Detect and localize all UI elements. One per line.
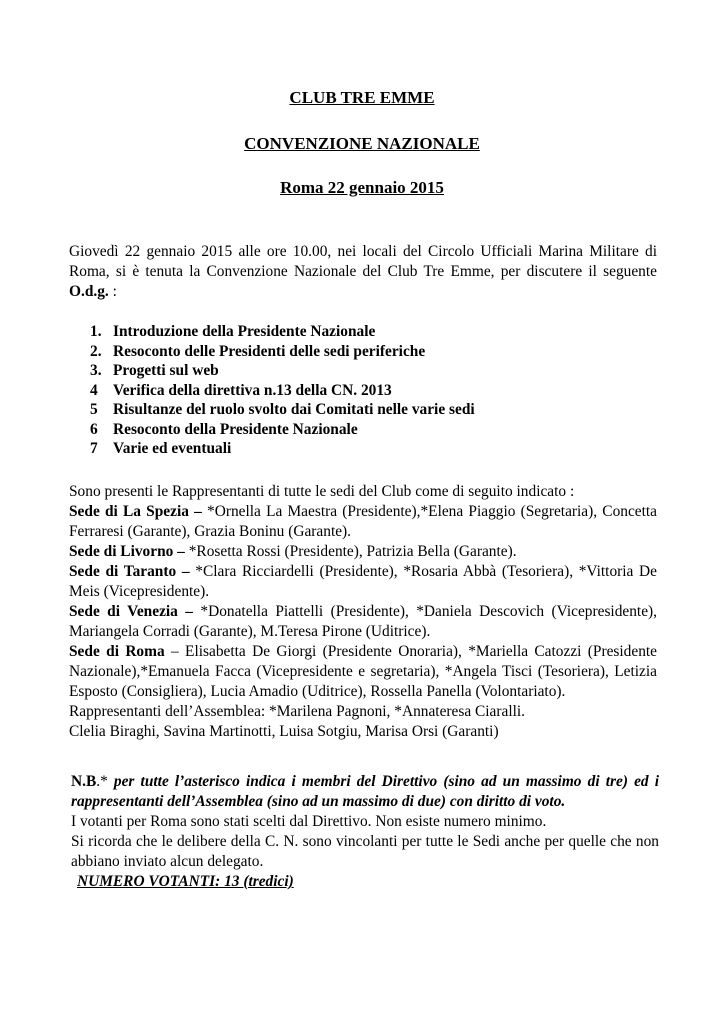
- agenda-item: [90, 342, 650, 362]
- sede-paragraph: [69, 602, 657, 642]
- agenda-item-text: Risultanze del ruolo svolto dai Comitati nelle varie sedi: [113, 401, 475, 418]
- agenda-item: [90, 361, 650, 381]
- agenda-item: [90, 420, 650, 440]
- agenda-item-number: 4: [90, 381, 98, 399]
- agenda-item-text: Verifica della direttiva n.13 della CN. 2013: [113, 381, 392, 399]
- agenda-item: [90, 322, 650, 342]
- sede-name: Sede di Roma: [69, 643, 165, 660]
- assemblea-line: Rappresentanti dell’Assemblea: *Marilena Pagnoni, *Annateresa Ciaralli.: [69, 703, 526, 720]
- org-title: CLUB TRE EMME: [289, 88, 435, 107]
- sede-members: *Rosetta Rossi (Presidente), Patrizia Bella (Garante).: [188, 543, 517, 560]
- agenda-item-number: 3.: [90, 362, 102, 379]
- agenda-item-text: Progetti sul web: [113, 362, 219, 379]
- sede-members: – Elisabetta De Giorgi (Presidente Onoraria), *Mariella Catozzi (Presidente Nazionale),*Emanuela Facca (Vicepresidente e segretaria), *Angela Tisci (Tesoriera), Letizia Esposto (Consigliera), Lucia Amadio (Uditrice), Rossella Panella (Volontariato).: [69, 643, 658, 700]
- sede-paragraph: [69, 562, 657, 602]
- intro-text: Giovedì 22 gennaio 2015 alle ore 10.00, nei locali del Circolo Ufficiali Marina Militare di Roma, si è tenuta la Convenzione Nazionale del Club Tre Emme, per discutere il seguente: [69, 243, 657, 280]
- vincolanti-paragraph: Si ricorda che le delibere della C. N. sono vincolanti per tutte le Sedi anche per quelle che non abbiano inviato alcun delegato.: [71, 833, 659, 870]
- sede-name: Sede di Taranto –: [69, 563, 190, 580]
- agenda-item-number: 1.: [90, 323, 102, 340]
- note-paragraph: [71, 772, 659, 812]
- nb-label: N.B: [71, 773, 97, 790]
- sede-paragraph: [69, 502, 657, 542]
- place-date-title: Roma 22 gennaio 2015: [280, 178, 444, 197]
- sedi-list: [69, 502, 657, 702]
- agenda-item-text: Resoconto della Presidente Nazionale: [113, 420, 358, 438]
- agenda-item-number: 7: [90, 440, 98, 457]
- agenda-item: [90, 381, 650, 401]
- intro-paragraph: [69, 242, 657, 302]
- agenda-item-number: 2.: [90, 342, 102, 360]
- sede-paragraph: [69, 542, 657, 562]
- event-title: CONVENZIONE NAZIONALE: [244, 134, 480, 153]
- sede-name: Sede di Livorno –: [69, 543, 189, 560]
- sede-paragraph: [69, 642, 657, 702]
- agenda-item-text: Resoconto delle Presidenti delle sedi periferiche: [113, 342, 426, 360]
- sede-name: Sede di La Spezia –: [69, 503, 202, 520]
- sede-members: *Ornella La Maestra (Presidente),*Elena Piaggio (Segretaria), Concetta Ferraresi (Garante), Grazia Boninu (Garante).: [69, 503, 658, 540]
- intro-suffix: :: [108, 283, 117, 300]
- presenti-intro: Sono presenti le Rappresentanti di tutte le sedi del Club come di seguito indicato :: [69, 483, 575, 500]
- sede-members: *Clara Ricciardelli (Presidente), *Rosaria Abbà (Tesoriera), *Vittoria De Meis (Vicepresidente).: [69, 563, 658, 600]
- numero-votanti: NUMERO VOTANTI: 13 (tredici): [77, 873, 294, 890]
- odg-label: O.d.g.: [69, 283, 109, 300]
- votanti-roma-line: I votanti per Roma sono stati scelti dal Direttivo. Non esiste numero minimo.: [71, 813, 547, 830]
- agenda-item-text: Varie ed eventuali: [113, 440, 232, 457]
- garanti-line: Clelia Biraghi, Savina Martinotti, Luisa Sotgiu, Marisa Orsi (Garanti): [69, 723, 499, 740]
- sede-members: *Donatella Piattelli (Presidente), *Daniela Descovich (Vicepresidente), Mariangela Corradi (Garante), M.Teresa Pirone (Uditrice).: [69, 603, 658, 640]
- agenda-item-number: 5: [90, 401, 98, 418]
- presenti-section: [69, 482, 657, 742]
- agenda-list: [90, 322, 650, 459]
- agenda-item: [90, 439, 650, 459]
- agenda-item: [90, 400, 650, 420]
- nb-after-label: .*: [96, 773, 114, 790]
- sede-name: Sede di Venezia –: [69, 603, 201, 620]
- note-section: [71, 772, 659, 892]
- agenda-item-text: Introduzione della Presidente Nazionale: [113, 323, 376, 340]
- nb-text: per tutte l’asterisco indica i membri del Direttivo (sino ad un massimo di tre) ed i rappresentanti dell’Assemblea (sino ad un massimo di due) con diritto di voto.: [71, 773, 659, 810]
- agenda-item-number: 6: [90, 420, 98, 438]
